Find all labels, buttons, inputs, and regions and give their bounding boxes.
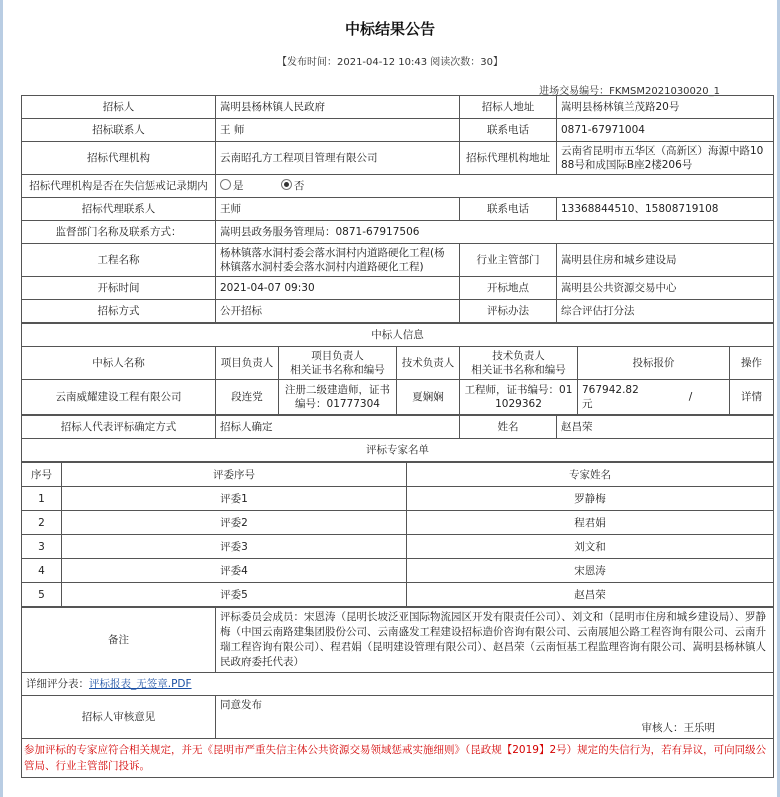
agency-phone-value: 13368844510、15808719108 <box>557 198 774 221</box>
project-name-value: 杨林镇落水洞村委会落水洞村内道路硬化工程(杨林镇落水洞村委会落水洞村内道路硬化工程) <box>216 244 460 277</box>
expert-seat: 评委3 <box>62 535 407 559</box>
winner-price: 767942.82元 <box>582 384 639 410</box>
agency-address-value: 云南省昆明市五华区（高新区）海源中路1088号和成国际B座2楼206号 <box>557 142 774 175</box>
tenderer-contact-value: 王 师 <box>216 119 460 142</box>
expert-header-no: 序号 <box>22 463 62 487</box>
project-name-label: 工程名称 <box>22 244 216 277</box>
note-value: 评标委员会成员：宋恩涛（昆明长坡泛亚国际物流园区开发有限责任公司）、刘文和（昆明市住房和城乡建设局）、罗静梅（中国云南路建集团股份公司、云南盛发工程建设招标造价咨询有限公司、云南展旭公路工程咨询有限公司、云南升瑞工程咨询有限公司）、程君娟（昆明建设管理有限公司）、赵昌荣（云南恒基工程监理咨询有限公司、嵩明县杨林镇人民政府委托代表） <box>216 608 774 673</box>
score-sheet-row <box>22 673 774 696</box>
winner-price-cell <box>578 380 730 415</box>
expert-table <box>21 462 774 607</box>
expert-name: 程君娟 <box>407 511 774 535</box>
confirm-method-label: 招标人代表评标确定方式 <box>22 416 216 439</box>
footer-warning: 参加评标的专家应符合相关规定，并无《昆明市严重失信主体公共资源交易领域惩戒实施细则》（昆政规【2019】2号）规定的失信行为，若有异议，可向同级公管局、行业主管部门投诉。 <box>22 739 774 778</box>
expert-seat: 评委5 <box>62 583 407 607</box>
table-row <box>22 487 774 511</box>
review-opinion: 同意发布 <box>220 699 262 711</box>
page-title: 中标结果公告 <box>344 20 435 38</box>
agency-label: 招标代理机构 <box>22 142 216 175</box>
announcement-body <box>21 95 773 778</box>
tenderer-value: 嵩明县杨林镇人民政府 <box>216 96 460 119</box>
credit-no-radio[interactable] <box>281 179 305 193</box>
winner-header-tech-cert: 技术负责人 相关证书名称和编号 <box>460 347 578 380</box>
radio-checked-icon <box>281 179 292 190</box>
open-place-label: 开标地点 <box>460 277 557 300</box>
winner-section-title: 中标人信息 <box>22 324 774 347</box>
open-time-label: 开标时间 <box>22 277 216 300</box>
table-row <box>22 535 774 559</box>
expert-section-title: 评标专家名单 <box>22 439 774 462</box>
radio-icon <box>220 179 231 190</box>
expert-no: 3 <box>22 535 62 559</box>
tenderer-address-value: 嵩明县杨林镇兰茂路20号 <box>557 96 774 119</box>
winner-pm-cert: 注册二级建造师，证书编号：01777304 <box>279 380 397 415</box>
winner-tech: 夏娴娴 <box>397 380 460 415</box>
table-row <box>22 559 774 583</box>
winner-tech-cert: 工程师，证书编号：011029362 <box>460 380 578 415</box>
winner-header-pm-cert: 项目负责人 相关证书名称和编号 <box>279 347 397 380</box>
expert-name: 罗静梅 <box>407 487 774 511</box>
reviewer: 审核人：王乐明 <box>641 722 715 734</box>
trade-code: 进场交易编号：FKMSM2021030020_1 <box>539 86 720 97</box>
expert-seat: 评委1 <box>62 487 407 511</box>
score-sheet-label: 详细评分表： <box>26 678 89 690</box>
supervisor-value: 嵩明县政务服务管理局：0871-67917506 <box>216 221 774 244</box>
agency-contact-value: 王师 <box>216 198 460 221</box>
winner-name: 云南威耀建设工程有限公司 <box>22 380 216 415</box>
open-place-value: 嵩明县公共资源交易中心 <box>557 277 774 300</box>
eval-method-value: 综合评估打分法 <box>557 300 774 323</box>
tenderer-phone-value: 0871-67971004 <box>557 119 774 142</box>
publish-meta: 【发布时间：2021-04-12 10:43 阅读次数：30】 <box>276 57 503 68</box>
expert-name: 宋恩涛 <box>407 559 774 583</box>
winner-header-name: 中标人名称 <box>22 347 216 380</box>
industry-dept-label: 行业主管部门 <box>460 244 557 277</box>
winner-pm: 段连党 <box>216 380 279 415</box>
expert-header-seat: 评委序号 <box>62 463 407 487</box>
credit-yes-radio[interactable] <box>220 179 244 193</box>
expert-no: 4 <box>22 559 62 583</box>
table-row <box>22 583 774 607</box>
window-frame-left <box>0 0 3 797</box>
winner-header-tech: 技术负责人 <box>397 347 460 380</box>
agency-value: 云南昭孔方工程项目管理有限公司 <box>216 142 460 175</box>
table-row <box>22 511 774 535</box>
open-time-value: 2021-04-07 09:30 <box>216 277 460 300</box>
tenderer-label: 招标人 <box>22 96 216 119</box>
tenderer-phone-label: 联系电话 <box>460 119 557 142</box>
agency-address-label: 招标代理机构地址 <box>460 142 557 175</box>
tender-method-value: 公开招标 <box>216 300 460 323</box>
tender-method-label: 招标方式 <box>22 300 216 323</box>
winner-price-slash: / <box>688 391 693 403</box>
credit-record-label: 招标代理机构是否在失信惩戒记录期内 <box>22 175 216 198</box>
expert-name: 赵昌荣 <box>407 583 774 607</box>
credit-record-options <box>216 175 774 198</box>
rep-name-value: 赵昌荣 <box>557 416 774 439</box>
expert-name: 刘文和 <box>407 535 774 559</box>
tenderer-address-label: 招标人地址 <box>460 96 557 119</box>
expert-no: 2 <box>22 511 62 535</box>
credit-yes-label: 是 <box>233 180 244 192</box>
agency-contact-label: 招标代理联系人 <box>22 198 216 221</box>
rep-name-label: 姓名 <box>460 416 557 439</box>
review-cell <box>216 696 774 739</box>
credit-no-label: 否 <box>293 180 305 192</box>
note-label: 备注 <box>22 608 216 673</box>
confirm-table <box>21 415 774 462</box>
expert-seat: 评委4 <box>62 559 407 583</box>
review-label: 招标人审核意见 <box>22 696 216 739</box>
score-sheet-link[interactable]: 评标报表_无签章.PDF <box>89 678 192 690</box>
eval-method-label: 评标办法 <box>460 300 557 323</box>
expert-seat: 评委2 <box>62 511 407 535</box>
tender-info-table <box>21 95 774 323</box>
winner-header-action: 操作 <box>730 347 774 380</box>
expert-no: 1 <box>22 487 62 511</box>
confirm-method-value: 招标人确定 <box>216 416 460 439</box>
industry-dept-value: 嵩明县住房和城乡建设局 <box>557 244 774 277</box>
agency-phone-label: 联系电话 <box>460 198 557 221</box>
supervisor-label: 监督部门名称及联系方式： <box>22 221 216 244</box>
winner-detail-link[interactable]: 详情 <box>730 380 774 415</box>
winner-header-pm: 项目负责人 <box>216 347 279 380</box>
tenderer-contact-label: 招标联系人 <box>22 119 216 142</box>
notes-table <box>21 607 774 778</box>
winner-table <box>21 323 774 415</box>
winner-header-price: 投标报价 <box>578 347 730 380</box>
expert-no: 5 <box>22 583 62 607</box>
expert-header-name: 专家姓名 <box>407 463 774 487</box>
